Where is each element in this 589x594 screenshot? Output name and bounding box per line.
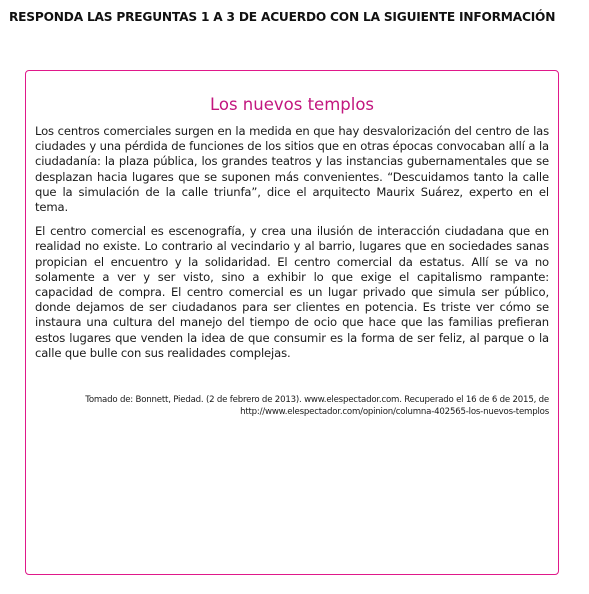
article-paragraph-1: Los centros comerciales surgen en la medida en que hay desvalorización del centro de las ciudades y una pérdida de funciones de los sitios que en otras épocas convocaban allí a la ciudadanía: la plaza pública, los grandes teatros y las instancias gubernamentales que se desplazan hacia lugares que se suponen más convenientes. “Descuidamos tanto la calle que la simulación de la calle triunfa”, dice el arquitecto Maurix Suárez, experto en el tema.	[35, 124, 549, 215]
article-paragraph-2: El centro comercial es escenografía, y crea una ilusión de interacción ciudadana que en realidad no existe. Lo contrario al vecindario y al barrio, lugares que en sociedades sanas propician el encuentro y la solidaridad. El centro comercial da estatus. Allí se va no solamente a ver y ser visto, sino a exhibir lo que exige el capitalismo rampante: capacidad de compra. El centro comercial es un lugar privado que simula ser público, donde dejamos de ser ciudadanos para ser clientes en potencia. Es triste ver cómo se instaura una cultura del manejo del tiempo de ocio que hace que las familias prefieran estos lugares que venden la idea de que consumir es la forma de ser feliz, al parque o la calle que bulle con sus realidades complejas.	[35, 224, 549, 360]
article-source-citation: Tomado de: Bonnett, Piedad. (2 de febrero de 2013). www.elespectador.com. Recuperado el 16 de 6 de 2015, de http://www.elespectador.com/opinion/columna-402565-los-nuevos-templos	[85, 395, 549, 417]
article-title: Los nuevos templos	[209, 95, 375, 114]
reading-passage-box	[25, 70, 559, 575]
question-instruction: RESPONDA LAS PREGUNTAS 1 A 3 DE ACUERDO CON LA SIGUIENTE INFORMACIÓN	[9, 10, 556, 24]
